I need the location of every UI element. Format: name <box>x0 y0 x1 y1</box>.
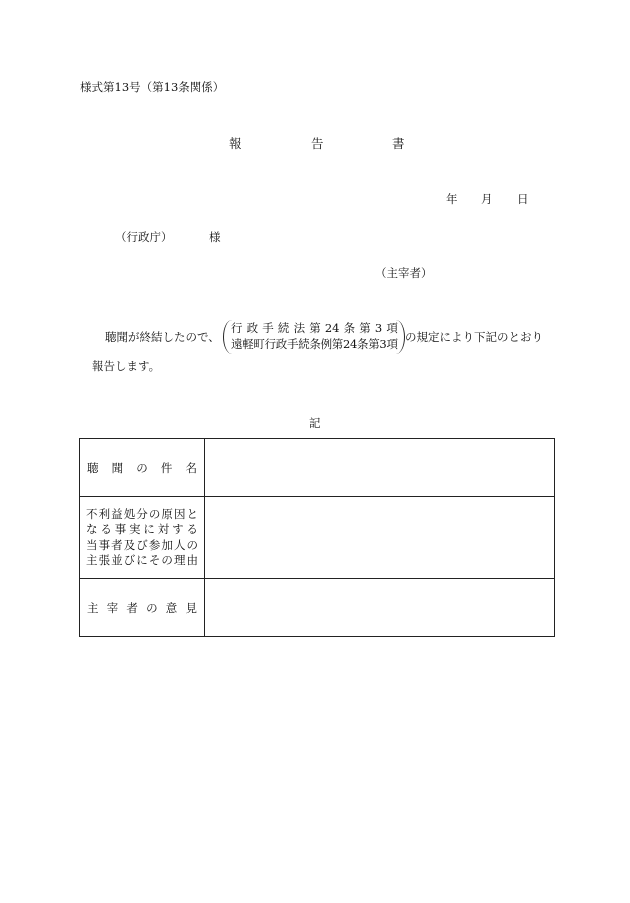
label-char: 意 <box>165 600 178 615</box>
label-char: の <box>136 460 148 475</box>
label-char: 張 <box>98 553 111 567</box>
law-reference-ordinance: 遠軽町行政手続条例第24条第3項 <box>231 337 398 351</box>
label-char: 人 <box>173 537 186 552</box>
label-char: 対 <box>157 522 170 536</box>
label-char: に <box>136 553 148 567</box>
date-month-label: 月 <box>481 192 493 206</box>
law-token: 行 <box>231 321 243 335</box>
table-row <box>80 579 555 637</box>
hearing-subject-label <box>80 439 205 497</box>
law-token: 第 <box>309 321 321 335</box>
label-char: 不 <box>86 506 98 521</box>
report-table <box>79 438 555 637</box>
title-char-2: 告 <box>311 136 324 151</box>
addressee-agency: （行政庁） <box>115 230 173 244</box>
label-char: に <box>143 522 155 536</box>
label-char: 原 <box>161 506 173 521</box>
label-char: る <box>100 522 112 536</box>
label-char: 利 <box>98 506 111 521</box>
statement-lead: 聴聞が終結したので、 <box>105 330 220 344</box>
date-day-label: 日 <box>517 192 529 206</box>
law-token: 24 <box>324 321 340 335</box>
label-char: 当 <box>86 537 98 552</box>
label-char: す <box>172 522 184 536</box>
label-char: 名 <box>185 460 197 475</box>
table-row <box>80 439 555 497</box>
label-char: 聞 <box>111 460 124 475</box>
addressee-honorific: 様 <box>209 230 221 244</box>
host-opinion-value[interactable] <box>205 579 555 637</box>
label-char: 件 <box>160 460 173 475</box>
label-char: 並 <box>111 553 123 567</box>
parties-claims-value[interactable] <box>205 497 555 579</box>
label-char: 者 <box>126 600 138 615</box>
form-number: 様式第13号（第13条関係） <box>80 80 225 94</box>
label-char: と <box>186 506 198 521</box>
hearing-subject-value[interactable] <box>205 439 555 497</box>
law-token: 第 <box>359 321 371 335</box>
label-char: 事 <box>114 522 127 536</box>
label-char: 由 <box>186 553 198 567</box>
statement-continuation: 報告します。 <box>92 359 161 373</box>
label-char: 分 <box>136 506 148 521</box>
label-char: な <box>86 522 98 536</box>
report-statement <box>0 320 630 356</box>
label-char: る <box>186 522 198 536</box>
label-char: 益 <box>111 506 123 521</box>
label-char: 実 <box>129 522 141 536</box>
label-char: び <box>136 537 148 552</box>
label-char: 宰 <box>106 600 119 615</box>
label-char: の <box>146 600 158 615</box>
law-reference-bracket <box>223 320 405 354</box>
label-char: 処 <box>123 506 136 521</box>
date-year-label: 年 <box>446 192 458 206</box>
label-char: の <box>186 537 198 552</box>
label-char: の <box>148 506 161 521</box>
law-token: 法 <box>293 321 306 335</box>
label-char: の <box>161 553 173 567</box>
law-token: 手 <box>262 321 274 335</box>
table-row <box>80 497 555 579</box>
host-opinion-label <box>80 579 205 637</box>
label-char: 参 <box>148 537 161 552</box>
label-char: 事 <box>98 537 111 552</box>
title-char-3: 書 <box>392 136 405 151</box>
label-char: 主 <box>86 553 98 567</box>
law-reference-act <box>231 323 398 335</box>
label-char: 見 <box>185 600 197 615</box>
ki-heading: 記 <box>309 416 321 430</box>
label-char: 因 <box>173 506 186 521</box>
statement-tail: の規定により下記のとおり <box>405 330 543 344</box>
law-token: 3 <box>374 321 383 335</box>
law-token: 続 <box>277 321 290 335</box>
label-char: 加 <box>161 537 173 552</box>
label-char: び <box>123 553 136 567</box>
title-char-1: 報 <box>229 136 242 151</box>
law-token: 条 <box>343 321 356 335</box>
label-char: 聴 <box>87 460 99 475</box>
label-char: 者 <box>111 537 123 552</box>
host-label: （主宰者） <box>375 266 433 280</box>
parties-claims-label <box>80 497 205 579</box>
law-token: 政 <box>246 321 259 335</box>
law-token: 項 <box>386 321 398 335</box>
label-char: 主 <box>87 600 99 615</box>
label-char: 理 <box>173 553 186 567</box>
label-char: 及 <box>123 537 136 552</box>
label-char: そ <box>148 553 161 567</box>
